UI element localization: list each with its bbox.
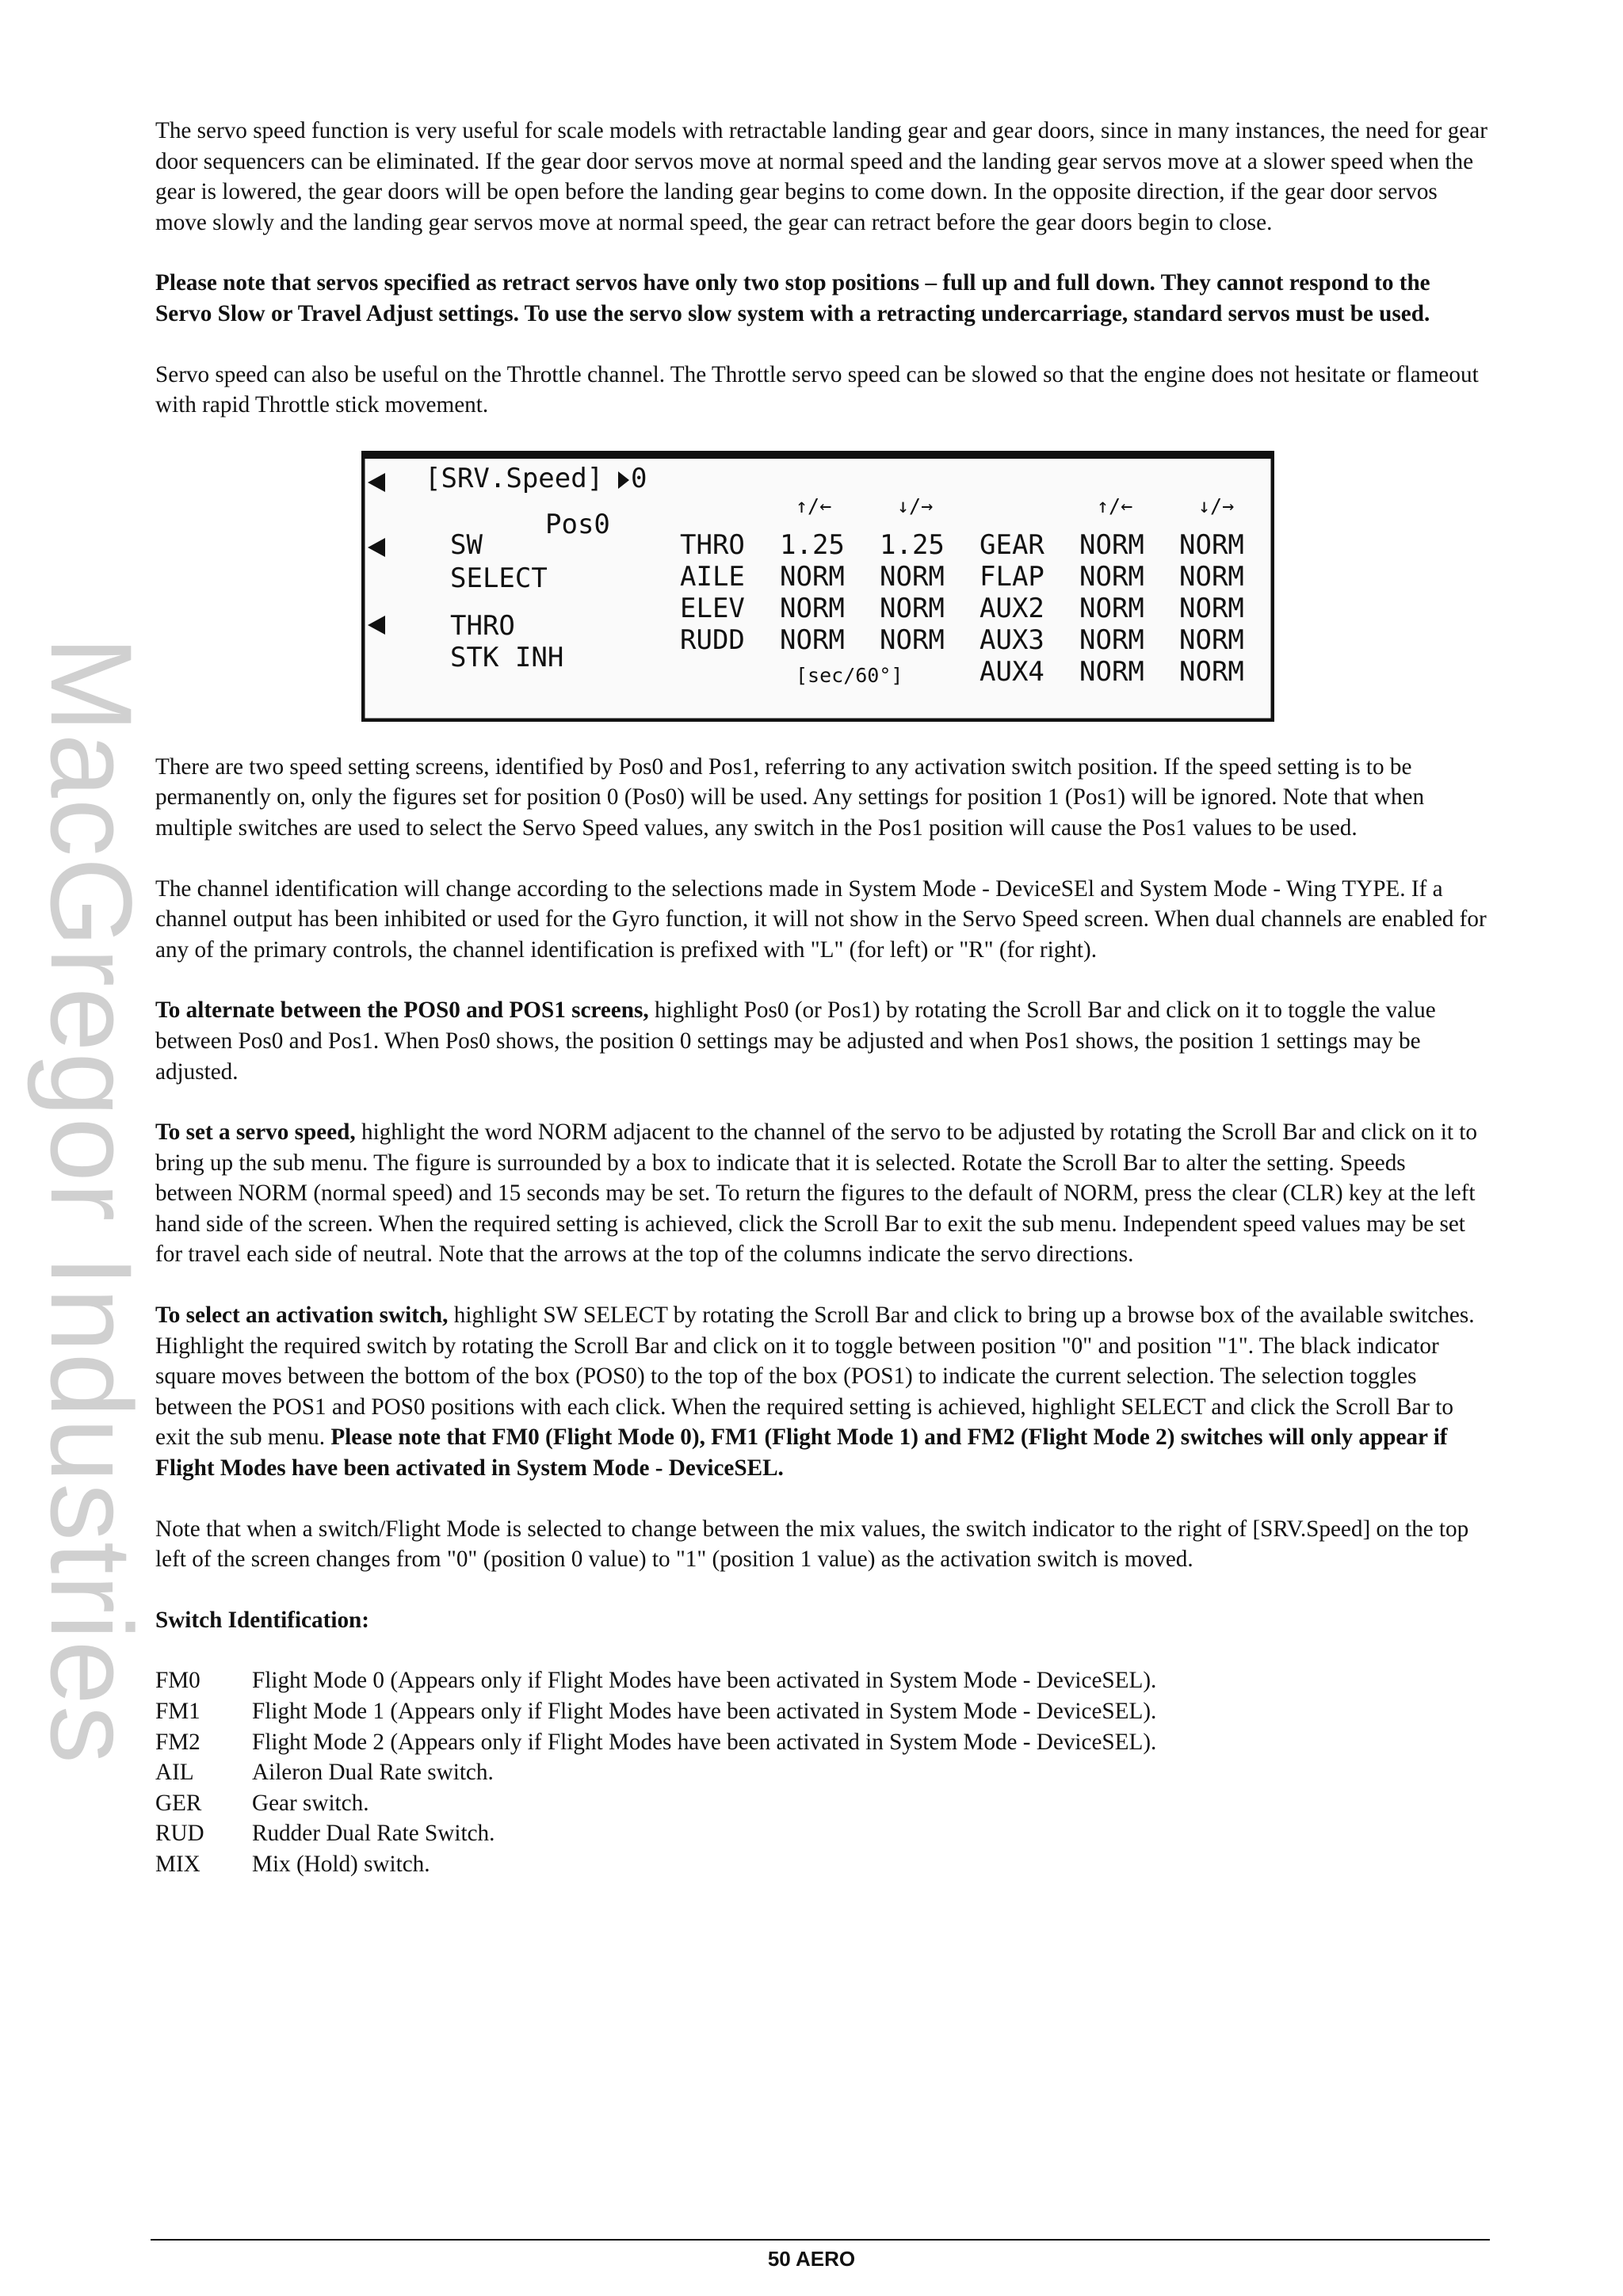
lcd-v1-l-1: NORM [780, 560, 845, 593]
lcd-stk-inh: STK INH [450, 641, 564, 673]
paragraph-throttle: Servo speed can also be useful on the Throttle channel. The Throttle servo speed can be slowed so that the engine does not hesitate or flameout with rapid Throttle stick movement. [155, 361, 1479, 418]
switch-desc: Flight Mode 2 (Appears only if Flight Modes have been activated in System Mode - DeviceSEL). [252, 1729, 1157, 1755]
paragraph-set-speed [155, 1117, 1488, 1270]
paragraph-activation-body: highlight SW SELECT by rotating the Scroll Bar and click to bring up a browse box of the available switches. Highlight the required switch by rotating the Scroll Bar and click on it to toggle between position "0" and position "1". The black indicator square moves between the bottom of the box (POS0) to the top of the box (POS1) to indicate the current selection. The selection toggles between the POS1 and POS0 positions with each click. When the required setting is achieved, highlight SELECT and click the Scroll Bar to exit the sub menu. [155, 1302, 1475, 1451]
paragraph-activation-switch [155, 1300, 1488, 1484]
lcd-ch-r-1: FLAP [980, 560, 1044, 593]
paragraph-alternate-body: highlight Pos0 (or Pos1) by rotating the Scroll Bar and click on it to toggle the value between Pos0 and Pos1. When Pos0 shows, the position 0 settings may be adjusted and when Pos1 shows, the position 1 settings may be adjusted. [155, 997, 1436, 1085]
switch-desc: Aileron Dual Rate switch. [252, 1760, 494, 1786]
switch-desc: Flight Mode 1 (Appears only if Flight Modes have been activated in System Mode - DeviceSEL). [252, 1699, 1157, 1724]
lcd-ch-l-0: THRO [680, 528, 745, 561]
lcd-v1-l-3: NORM [780, 624, 845, 656]
page-footer: 50 AERO [767, 2247, 856, 2271]
paragraph-switch-indicator: Note that when a switch/Flight Mode is selected to change between the mix values, the switch indicator to the right of [SRV.Speed] on the top left of the screen changes from "0" (position 0 value) to "1" (position 1 value) as the activation switch is moved. [155, 1516, 1469, 1573]
lcd-arrow-ul-2: ↑/← [1097, 494, 1133, 517]
switch-row [155, 1788, 1156, 1819]
paragraph-retract-note: Please note that servos specified as retract servos have only two stop positions – full up and full down. They cannot respond to the Servo Slow or Travel Adjust settings. To use the servo slow system with a retracting undercarriage, standard servos must be used. [155, 270, 1430, 326]
lcd-v1-r-0: NORM [1079, 528, 1144, 561]
switch-desc: Rudder Dual Rate Switch. [252, 1821, 495, 1847]
lcd-v2-r-3: NORM [1179, 624, 1244, 656]
switch-row [155, 1757, 1156, 1788]
lcd-v1-r-3: NORM [1079, 624, 1144, 656]
lcd-v2-l-0: 1.25 [880, 528, 945, 561]
lcd-v1-r-2: NORM [1079, 592, 1144, 624]
switch-code: FM0 [155, 1668, 200, 1694]
paragraph-set-speed-lead: To set a servo speed, [155, 1119, 356, 1146]
lcd-thro-label: THRO [450, 609, 515, 642]
lcd-ch-l-1: AILE [680, 560, 745, 593]
paragraph-intro: The servo speed function is very useful for scale models with retractable landing gear and gear doors, since in many instances, the need for gear door sequencers can be eliminated. If the gear door servos move at normal speed and the landing gear servos move at a slower speed when the gear is lowered, the gear doors will be open before the landing gear begins to come down. In the opposite direction, if the gear door servos move slowly and the landing gear servos move at normal speed, the gear can retract before the gear doors begin to close. [155, 118, 1487, 235]
lcd-v2-r-4: NORM [1179, 655, 1244, 688]
paragraph-channel-id: The channel identification will change according to the selections made in System Mode - DeviceSEl and System Mode - Wing TYPE. If a channel output has been inhibited or used for the Gyro function, it will not show in the Servo Speed screen. When dual channels are enabled for any of the primary controls, the channel identification is prefixed with "L" (for left) or "R" (for right). [155, 875, 1487, 963]
lcd-title-indicator: 0 [631, 462, 647, 494]
lcd-top-edge [363, 452, 1273, 459]
lcd-v1-l-0: 1.25 [780, 528, 845, 561]
paragraph-pos-screens: There are two speed setting screens, identified by Pos0 and Pos1, referring to any activation switch position. If the speed setting is to be permanently on, only the figures set for position 0 (Pos0) will be used. Any settings for position 1 (Pos1) will be ignored. Note that when multiple switches are used to select the Servo Speed values, any switch in the Pos1 position will cause the Pos1 values to be used. [155, 753, 1425, 841]
lcd-v2-l-2: NORM [880, 592, 945, 624]
lcd-unit: [sec/60°] [796, 663, 903, 687]
watermark-text: MacGregor Industries [27, 636, 157, 1764]
switch-id-title: Switch Identification: [155, 1607, 369, 1633]
lcd-ch-l-2: ELEV [680, 592, 745, 624]
switch-desc: Mix (Hold) switch. [252, 1851, 430, 1877]
paragraph-set-speed-body: highlight the word NORM adjacent to the channel of the servo to be adjusted by rotating the Scroll Bar and click on it to bring up the sub menu. The figure is surrounded by a box to indicate that it is selected. Rotate the Scroll Bar to alter the setting. Speeds between NORM (normal speed) and 15 seconds may be set. To return the figures to the default of NORM, press the clear (CLR) key at the left hand side of the screen. When the required setting is achieved, click the Scroll Bar to exit the sub menu. Independent speed values may be set for travel each side of neutral. Note that the arrows at the top of the columns indicate the servo directions. [155, 1119, 1477, 1268]
lcd-ch-r-2: AUX2 [980, 592, 1044, 624]
switch-code: FM1 [155, 1699, 200, 1724]
lcd-title: [SRV.Speed] [425, 462, 604, 494]
lcd-v2-l-3: NORM [880, 624, 945, 656]
footer-divider [151, 2239, 1490, 2241]
lcd-arrow-dr-2: ↓/→ [1198, 494, 1235, 517]
lcd-v1-r-4: NORM [1079, 655, 1144, 688]
lcd-ch-l-3: RUDD [680, 624, 745, 656]
lcd-ch-r-4: AUX4 [980, 655, 1044, 688]
lcd-v1-l-2: NORM [780, 592, 845, 624]
lcd-pos: Pos0 [545, 508, 610, 540]
switch-code: FM2 [155, 1729, 200, 1755]
lcd-screen [361, 451, 1274, 722]
switch-code: MIX [155, 1851, 200, 1877]
lcd-v2-r-1: NORM [1179, 560, 1244, 593]
lcd-sw: SW [450, 528, 483, 561]
lcd-v2-r-0: NORM [1179, 528, 1244, 561]
lcd-ch-r-0: GEAR [980, 528, 1044, 561]
switch-code: GER [155, 1790, 202, 1816]
switch-desc: Flight Mode 0 (Appears only if Flight Modes have been activated in System Mode - DeviceSEL). [252, 1668, 1157, 1694]
switch-row [155, 1665, 1156, 1696]
watermark [24, 636, 158, 1764]
lcd-screenshot [361, 451, 1274, 722]
paragraph-alternate-lead: To alternate between the POS0 and POS1 screens, [155, 997, 649, 1024]
switch-code: RUD [155, 1821, 204, 1847]
lcd-arrow-dr-1: ↓/→ [897, 494, 934, 517]
paragraph-activation-lead: To select an activation switch, [155, 1302, 449, 1329]
switch-id-table [155, 1665, 1156, 1879]
lcd-ch-r-3: AUX3 [980, 624, 1044, 656]
switch-row [155, 1818, 1156, 1849]
lcd-arrow-ul-1: ↑/← [796, 494, 832, 517]
switch-row [155, 1727, 1156, 1758]
paragraph-activation-note: Please note that FM0 (Flight Mode 0), FM1 (Flight Mode 1) and FM2 (Flight Mode 2) switches will only appear if Flight Modes have been activated in System Mode - DeviceSEL. [155, 1425, 1448, 1482]
page-content [155, 116, 1488, 1880]
switch-code: AIL [155, 1760, 194, 1786]
switch-desc: Gear switch. [252, 1790, 369, 1816]
paragraph-alternate [155, 995, 1488, 1087]
lcd-v1-r-1: NORM [1079, 560, 1144, 593]
switch-row [155, 1849, 1156, 1880]
lcd-v2-l-1: NORM [880, 560, 945, 593]
switch-row [155, 1696, 1156, 1727]
lcd-v2-r-2: NORM [1179, 592, 1244, 624]
lcd-select: SELECT [450, 562, 548, 594]
